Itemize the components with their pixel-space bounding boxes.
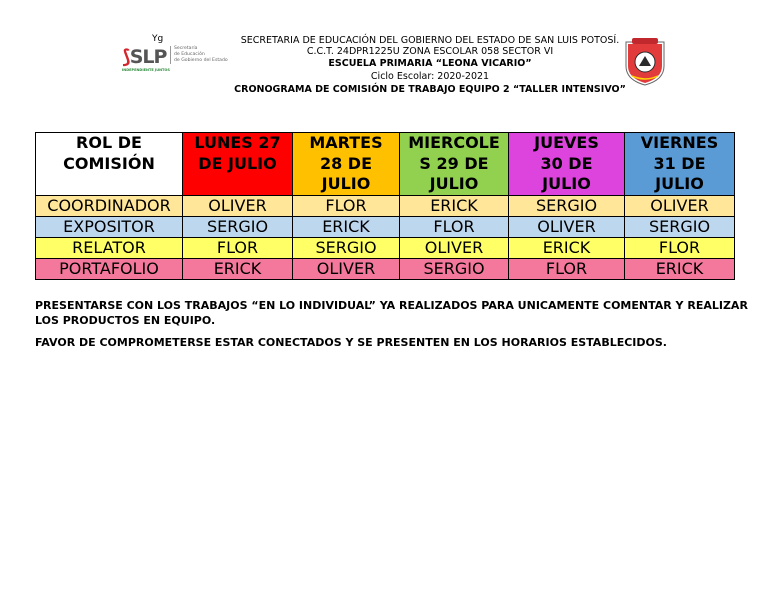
header-thursday: JUEVES 30 DE JULIO — [509, 133, 625, 196]
role-cell: EXPOSITOR — [36, 216, 183, 237]
table-cell: SERGIO — [509, 195, 625, 216]
header-wednesday: MIERCOLE S 29 DE JULIO — [400, 133, 509, 196]
department-line: Secretaría — [174, 46, 198, 51]
slp-brand-text: SLP — [129, 46, 167, 68]
table-cell: OLIVER — [509, 216, 625, 237]
secretaria-line: SECRETARIA DE EDUCACIÓN DEL GOBIERNO DEL ESTADO DE SAN LUIS POTOSÍ. — [240, 35, 620, 46]
table-row-relator — [36, 237, 735, 258]
table-cell: SERGIO — [293, 237, 400, 258]
header-role: ROL DE COMISIÓN — [36, 133, 183, 196]
table-row-portafolio — [36, 258, 735, 279]
table-cell: ERICK — [509, 237, 625, 258]
school-name: ESCUELA PRIMARIA “LEONA VICARIO” — [328, 58, 532, 69]
slp-tagline: INDEPENDIENTE JUNTOS — [122, 68, 170, 72]
department-line: de Educación — [174, 52, 205, 57]
table-cell: FLOR — [183, 237, 293, 258]
table-cell: OLIVER — [400, 237, 509, 258]
table-cell: ERICK — [625, 258, 735, 279]
logo-caption: Yg — [152, 34, 164, 44]
table-cell: OLIVER — [293, 258, 400, 279]
role-cell: RELATOR — [36, 237, 183, 258]
table-cell: FLOR — [509, 258, 625, 279]
table-row-expositor — [36, 216, 735, 237]
role-cell: COORDINADOR — [36, 195, 183, 216]
table-cell: FLOR — [625, 237, 735, 258]
cct-line: C.C.T. 24DPR1225U ZONA ESCOLAR 058 SECTOR VI — [306, 46, 554, 57]
table-cell: SERGIO — [625, 216, 735, 237]
role-cell: PORTAFOLIO — [36, 258, 183, 279]
table-cell: FLOR — [293, 195, 400, 216]
note-connection-commitment: FAVOR DE COMPROMETERSE ESTAR CONECTADOS Y SE PRESENTEN EN LOS HORARIOS ESTABLECIDOS. — [35, 336, 667, 349]
table-row-coordinador — [36, 195, 735, 216]
table-cell: OLIVER — [183, 195, 293, 216]
slp-wordmark: ⟆SLP — [122, 46, 167, 68]
header-monday: LUNES 27 DE JULIO — [183, 133, 293, 196]
header-tuesday: MARTES 28 DE JULIO — [293, 133, 400, 196]
table-cell: OLIVER — [625, 195, 735, 216]
department-line: de Gobierno del Estado — [174, 58, 228, 63]
table-header-row — [36, 133, 735, 196]
table-cell: FLOR — [400, 216, 509, 237]
table-cell: SERGIO — [400, 258, 509, 279]
school-cycle: Ciclo Escolar: 2020-2021 — [370, 71, 490, 82]
note-individual-work: PRESENTARSE CON LOS TRABAJOS “EN LO INDIVIDUAL” YA REALIZADOS PARA UNICAMENTE COMENTAR Y REALIZAR LOS PRODUCTOS EN EQUIPO. — [35, 299, 748, 327]
table-cell: ERICK — [183, 258, 293, 279]
commission-schedule-table — [35, 132, 735, 280]
document-title: CRONOGRAMA DE COMISIÓN DE TRABAJO EQUIPO 2 “TALLER INTENSIVO” — [234, 84, 626, 95]
table-cell: ERICK — [400, 195, 509, 216]
table-cell: SERGIO — [183, 216, 293, 237]
table-cell: ERICK — [293, 216, 400, 237]
header-friday: VIERNES 31 DE JULIO — [625, 133, 735, 196]
